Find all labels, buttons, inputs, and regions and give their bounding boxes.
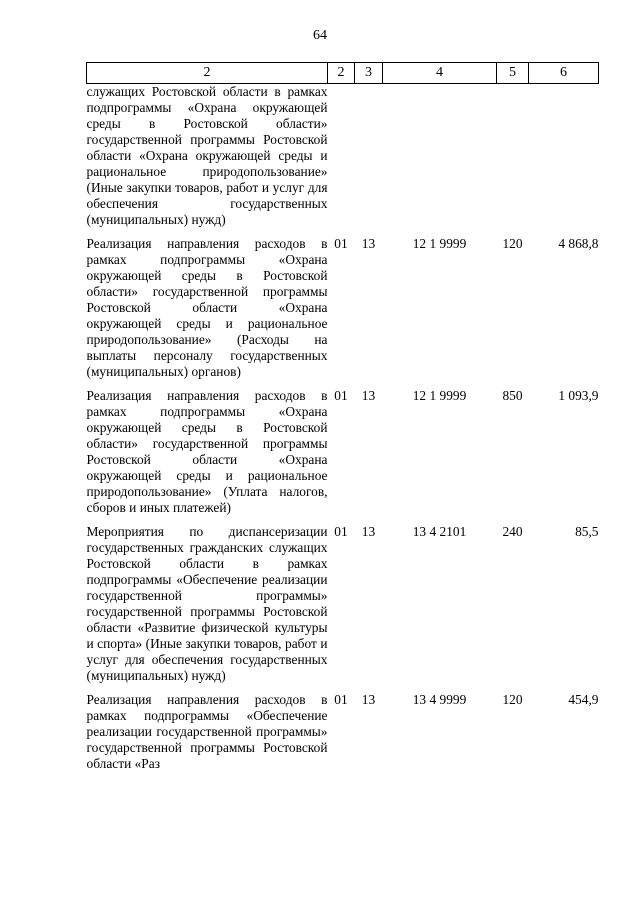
row-section: 01 [334,524,348,539]
row-section: 01 [334,236,348,251]
row-subsection [355,84,383,229]
table-row [87,524,599,684]
column-header-name: 2 [87,63,328,84]
column-header-section: 2 [328,63,355,84]
row-expense-type: 120 [502,692,523,707]
row-subsection: 13 [361,388,376,403]
row-expense-type [497,84,529,229]
table-row [87,236,599,380]
row-spacer [87,516,599,524]
row-amount [529,84,599,229]
row-expense-type: 850 [502,388,523,403]
row-section: 01 [334,388,348,403]
row-description: Мероприятия по диспансеризации государственных гражданских служащих Ростовской области в рамках подпрограммы «Обеспечение реализации государственной программы» государственной программы Ростовской области «Развитие физической культуры и спорта» (Иные закупки товаров, работ и услуг для обеспечения государственных (муниципальных) нужд) [86,524,328,683]
row-expense-type: 120 [502,236,523,251]
row-spacer [87,684,599,692]
column-header-subsection: 3 [355,63,383,84]
table-row [87,692,599,772]
row-target-article: 13 4 2101 [412,524,467,539]
table-header-row [87,63,599,84]
row-target-article: 12 1 9999 [412,388,467,403]
row-description: Реализация направления расходов в рамках подпрограммы «Обеспечение реализации государственной программы» государственной программы Ростовской области «Раз [86,692,328,771]
table-row [87,388,599,516]
row-description: служащих Ростовской области в рамках подпрограммы «Охрана окружающей среды в Ростовской области» государственной программы Ростовской области «Охрана окружающей среды и рациональное природопользование» (Иные закупки товаров, работ и услуг для обеспечения государственных (муниципальных) нужд) [86,84,328,227]
row-subsection: 13 [361,236,376,251]
column-header-target-article: 4 [383,63,497,84]
row-target-article: 13 4 9999 [412,692,467,707]
page-number: 64 [313,28,327,43]
table-row [87,84,599,229]
row-section: 01 [334,692,348,707]
row-amount: 85,5 [575,524,599,539]
budget-table [86,62,599,772]
row-subsection: 13 [361,692,376,707]
row-description: Реализация направления расходов в рамках подпрограммы «Охрана окружающей среды в Ростовской области» государственной программы Ростовской области «Охрана окружающей среды и рациональное природопользование» (Расходы на выплаты персоналу государственных (муниципальных) органов) [86,236,328,379]
row-spacer [87,228,599,236]
row-expense-type: 240 [502,524,523,539]
row-amount: 4 868,8 [558,236,599,251]
column-header-amount: 6 [529,63,599,84]
row-spacer [87,380,599,388]
row-amount: 1 093,9 [558,388,599,403]
row-subsection: 13 [361,524,376,539]
row-target-article: 12 1 9999 [412,236,467,251]
row-amount: 454,9 [568,692,599,707]
row-target-article [383,84,497,229]
column-header-expense-type: 5 [497,63,529,84]
row-section [328,84,355,229]
row-description: Реализация направления расходов в рамках подпрограммы «Охрана окружающей среды в Ростовской области» государственной программы Ростовской области «Охрана окружающей среды и рациональное природопользование» (Уплата налогов, сборов и иных платежей) [86,388,328,515]
